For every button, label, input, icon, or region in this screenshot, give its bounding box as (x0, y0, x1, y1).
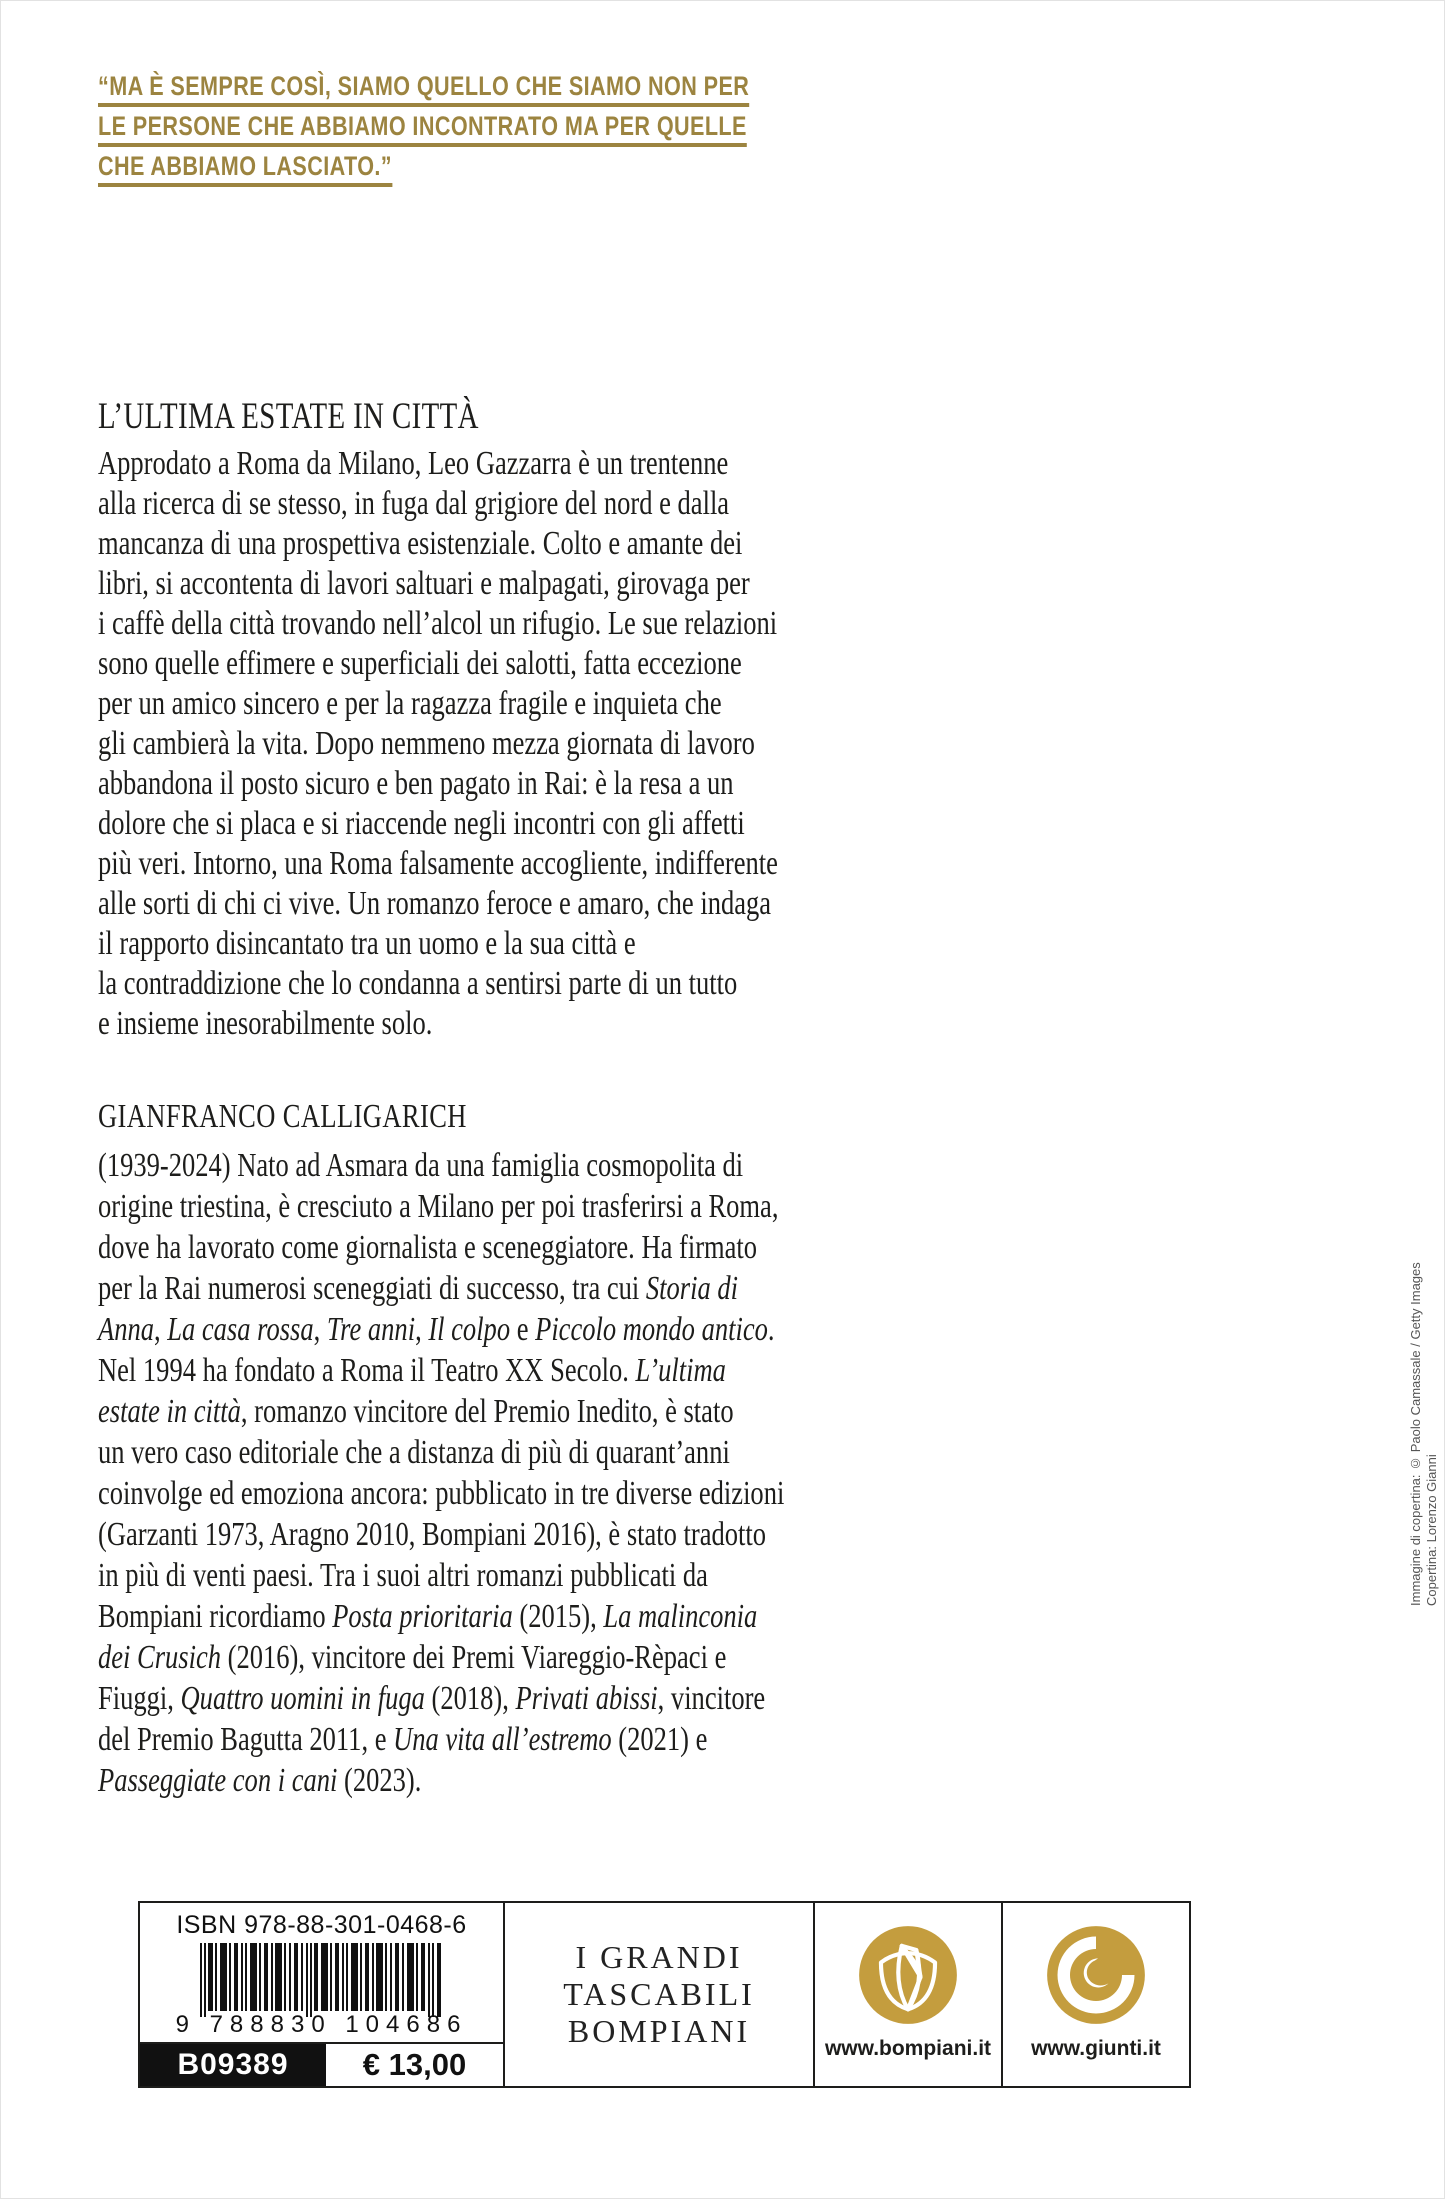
series-title (563, 1939, 755, 2050)
text-line: CHE ABBIAMO LASCIATO.” (98, 153, 392, 187)
text-line: Passeggiate con i cani (2023). (98, 1762, 422, 1799)
text-line: Nel 1994 ha fondato a Roma il Teatro XX Secolo. L’ultima (98, 1352, 726, 1389)
photo-credits (1408, 1186, 1440, 1606)
synopsis-section (98, 395, 778, 1044)
text-line: sono quelle effimere e superficiali dei salotti, fatta eccezione (98, 645, 742, 682)
series-cell (505, 1903, 813, 2086)
text-line: del Premio Bagutta 2011, e Una vita all’estremo (2021) e (98, 1721, 708, 1758)
cover-quote (98, 73, 749, 193)
text-line: (Garzanti 1973, Aragno 2010, Bompiani 2016), è stato tradotto (98, 1516, 767, 1553)
text-line: dolore che si placa e si riaccende negli incontri con gli affetti (98, 805, 745, 842)
text-line: alla ricerca di se stesso, in fuga dal grigiore del nord e dalla (98, 485, 730, 522)
bompiani-url: www.bompiani.it (824, 2036, 992, 2060)
text-line: Fiuggi, Quattro uomini in fuga (2018), Privati abissi, vincitore (98, 1680, 766, 1717)
text-line: I GRANDI (575, 1939, 743, 1975)
text-line: gli cambierà la vita. Dopo nemmeno mezza giornata di lavoro (98, 725, 755, 762)
author-section (98, 1097, 784, 1801)
synopsis-text (98, 444, 778, 1044)
bompiani-cell (813, 1903, 1001, 2086)
catalog-code: B09389 (140, 2044, 326, 2086)
credit-line: Copertina: Lorenzo Gianni (1424, 1454, 1439, 1606)
text-line: in più di venti paesi. Tra i suoi altri romanzi pubblicati da (98, 1557, 708, 1594)
text-line: e insieme inesorabilmente solo. (98, 1005, 433, 1042)
text-line: Anna, La casa rossa, Tre anni, Il colpo e Piccolo mondo antico. (98, 1311, 775, 1348)
barcode-area (140, 1903, 503, 2042)
text-line: LE PERSONE CHE ABBIAMO INCONTRATO MA PER QUELLE (98, 113, 747, 147)
text-line: estate in città, romanzo vincitore del Premio Inedito, è stato (98, 1393, 734, 1430)
footer-strip (138, 1901, 1191, 2088)
text-line: il rapporto disincantato tra un uomo e la sua città e (98, 925, 636, 962)
text-line: TASCABILI (563, 1976, 755, 2012)
text-line: Approdato a Roma da Milano, Leo Gazzarra è un trentenne (98, 445, 729, 482)
giunti-cell (1001, 1903, 1189, 2086)
text-line: per la Rai numerosi sceneggiati di successo, tra cui Storia di (98, 1270, 739, 1307)
text-line: più veri. Intorno, una Roma falsamente accogliente, indifferente (98, 845, 778, 882)
code-price-row (140, 2042, 503, 2086)
author-name: GIANFRANCO CALLIGARICH (98, 1098, 467, 1135)
giunti-url: www.giunti.it (1031, 2036, 1161, 2060)
bompiani-logo-icon (856, 1923, 960, 2027)
price: € 13,00 (362, 2047, 467, 2082)
text-line: Bompiani ricordiamo Posta prioritaria (2015), La malinconia (98, 1598, 758, 1635)
barcode-digits: 9 788830 104686 (175, 2010, 468, 2038)
text-line: (1939-2024) Nato ad Asmara da una famiglia cosmopolita di (98, 1147, 744, 1184)
text-line: “MA È SEMPRE COSÌ, SIAMO QUELLO CHE SIAMO NON PER (98, 73, 749, 107)
barcode-icon (177, 1943, 467, 2017)
text-line: i caffè della città trovando nell’alcol un rifugio. Le sue relazioni (98, 605, 778, 642)
text-line: coinvolge ed emoziona ancora: pubblicato in tre diverse edizioni (98, 1475, 785, 1512)
barcode-cell (140, 1903, 505, 2086)
text-line: libri, si accontenta di lavori saltuari e malpagati, girovaga per (98, 565, 750, 602)
giunti-logo-icon (1044, 1923, 1148, 2027)
text-line: alle sorti di chi ci vive. Un romanzo feroce e amaro, che indaga (98, 885, 772, 922)
text-line: un vero caso editoriale che a distanza di più di quarant’anni (98, 1434, 730, 1471)
author-bio (98, 1145, 784, 1801)
text-line: origine triestina, è cresciuto a Milano per poi trasferirsi a Roma, (98, 1188, 779, 1225)
text-line: dei Crusich (2016), vincitore dei Premi Viareggio-Rèpaci e (98, 1639, 727, 1676)
text-line: abbandona il posto sicuro e ben pagato in Rai: è la resa a un (98, 765, 734, 802)
text-line: la contraddizione che lo condanna a sentirsi parte di un tutto (98, 965, 738, 1002)
book-title: L’ULTIMA ESTATE IN CITTÀ (98, 396, 479, 437)
text-line: dove ha lavorato come giornalista e sceneggiatore. Ha firmato (98, 1229, 758, 1266)
text-line: BOMPIANI (567, 2013, 751, 2049)
isbn-label: ISBN 978-88-301-0468-6 (176, 1910, 467, 1939)
credit-line: Immagine di copertina: © Paolo Camassale / Getty Images (1408, 1262, 1423, 1606)
text-line: mancanza di una prospettiva esistenziale. Colto e amante dei (98, 525, 743, 562)
text-line: per un amico sincero e per la ragazza fragile e inquieta che (98, 685, 722, 722)
